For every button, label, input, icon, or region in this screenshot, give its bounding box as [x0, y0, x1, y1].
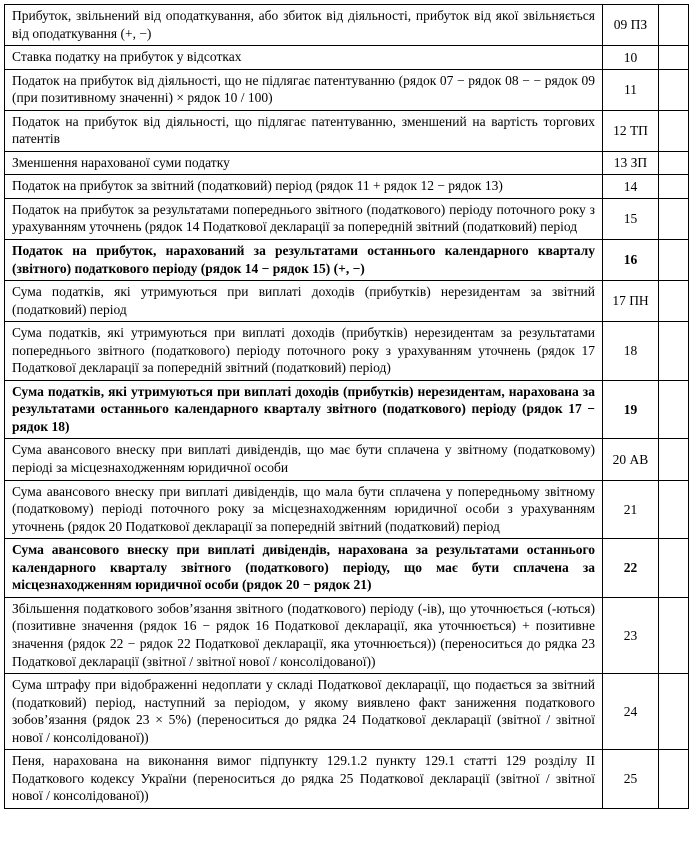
table-row: [5, 110, 689, 151]
row-value-cell: [659, 198, 689, 239]
row-description: Податок на прибуток від діяльності, що не підлягає патентуванню (рядок 07 − рядок 08 − − рядок 09 (при позитивному значенні) × рядок 10 / 100): [5, 69, 603, 110]
row-code: 09 ПЗ: [603, 5, 659, 46]
row-code: 17 ПН: [603, 281, 659, 322]
table-row: [5, 46, 689, 70]
row-code: 13 ЗП: [603, 151, 659, 175]
row-value-cell: [659, 110, 689, 151]
row-code: 22: [603, 539, 659, 598]
table-row: [5, 380, 689, 439]
row-code: 21: [603, 480, 659, 539]
row-value-cell: [659, 46, 689, 70]
row-code: 18: [603, 322, 659, 381]
row-code: 12 ТП: [603, 110, 659, 151]
row-description: Податок на прибуток, нарахований за результатами останнього календарного кварталу (звітного) податкового періоду (рядок 14 − рядок 15) (+, −): [5, 240, 603, 281]
table-row: [5, 322, 689, 381]
row-value-cell: [659, 5, 689, 46]
row-description: Податок на прибуток за результатами попереднього звітного (податкового) періоду поточного року з урахуванням уточнень (рядок 14 Податкової декларації за попередній звітний (податковий) період: [5, 198, 603, 239]
row-code: 11: [603, 69, 659, 110]
table-row: [5, 175, 689, 199]
table-row: [5, 750, 689, 809]
table-row: [5, 240, 689, 281]
row-value-cell: [659, 539, 689, 598]
table-row: [5, 597, 689, 673]
tax-declaration-table: [4, 4, 689, 809]
row-value-cell: [659, 69, 689, 110]
row-description: Податок на прибуток від діяльності, що підлягає патентуванню, зменшений на вартість торгових патентів: [5, 110, 603, 151]
row-value-cell: [659, 281, 689, 322]
table-row: [5, 5, 689, 46]
row-value-cell: [659, 151, 689, 175]
row-code: 23: [603, 597, 659, 673]
row-code: 19: [603, 380, 659, 439]
row-description: Податок на прибуток за звітний (податковий) період (рядок 11 + рядок 12 − рядок 13): [5, 175, 603, 199]
table-row: [5, 281, 689, 322]
row-value-cell: [659, 480, 689, 539]
row-description: Сума податків, які утримуються при виплаті доходів (прибутків) нерезидентам, нарахована за результатами останнього календарного кварталу звітного (податкового) періоду (рядок 17 − рядок 18): [5, 380, 603, 439]
table-row: [5, 198, 689, 239]
row-description: Збільшення податкового зобов’язання звітного (податкового) періоду (-ів), що уточнюється (-ються) (позитивне значення (рядок 16 − рядок 16 Податкової декларації, яка уточнюється) + позитивне значення (рядок 22 − рядок 22 Податкової декларації, яка уточнюється)) (переноситься до рядка 23 Податкової декларації (звітної / звітної нової / консолідованої)): [5, 597, 603, 673]
row-description: Ставка податку на прибуток у відсотках: [5, 46, 603, 70]
row-value-cell: [659, 240, 689, 281]
row-description: Сума авансового внеску при виплаті дивідендів, що має бути сплачена у звітному (податковому) періоді за місцезнаходженням юридичної особи: [5, 439, 603, 480]
row-description: Прибуток, звільнений від оподаткування, або збиток від діяльності, прибуток від якої звільняється від оподаткування (+, −): [5, 5, 603, 46]
row-value-cell: [659, 674, 689, 750]
row-description: Сума податків, які утримуються при виплаті доходів (прибутків) нерезидентам за звітний (податковий) період: [5, 281, 603, 322]
row-code: 24: [603, 674, 659, 750]
row-code: 20 АВ: [603, 439, 659, 480]
row-value-cell: [659, 439, 689, 480]
table-row: [5, 539, 689, 598]
row-code: 14: [603, 175, 659, 199]
table-row: [5, 674, 689, 750]
table-row: [5, 69, 689, 110]
row-code: 15: [603, 198, 659, 239]
row-description: Сума податків, які утримуються при виплаті доходів (прибутків) нерезидентам за результатами попереднього звітного (податкового) періоду поточного року з урахуванням уточнень (рядок 17 Податкової декларації за попередній звітний (податковий) період): [5, 322, 603, 381]
row-value-cell: [659, 322, 689, 381]
row-description: Зменшення нарахованої суми податку: [5, 151, 603, 175]
table-row: [5, 439, 689, 480]
row-value-cell: [659, 750, 689, 809]
row-value-cell: [659, 597, 689, 673]
row-value-cell: [659, 380, 689, 439]
row-description: Сума авансового внеску при виплаті дивідендів, що мала бути сплачена у попередньому звітному (податковому) періоді поточного року за місцезнаходженням юридичної особи з урахуванням уточнень (рядок 20 Податкової декларації за попередній звітний (податковий) період: [5, 480, 603, 539]
row-code: 10: [603, 46, 659, 70]
row-code: 25: [603, 750, 659, 809]
row-description: Сума авансового внеску при виплаті дивідендів, нарахована за результатами останнього календарного кварталу звітного (податкового) періоду, що має бути сплачена за місцезнаходженням юридичної особи (рядок 20 − рядок 21): [5, 539, 603, 598]
table-row: [5, 151, 689, 175]
table-row: [5, 480, 689, 539]
row-code: 16: [603, 240, 659, 281]
row-value-cell: [659, 175, 689, 199]
row-description: Сума штрафу при відображенні недоплати у складі Податкової декларації, що подається за звітний (податковий) період, наступний за періодом, у якому виявлено факт заниження податкового зобов’язання (рядок 23 × 5%) (переноситься до рядка 24 Податкової декларації (звітної / звітної нової / консолідованої)): [5, 674, 603, 750]
row-description: Пеня, нарахована на виконання вимог підпункту 129.1.2 пункту 129.1 статті 129 розділу II Податкового кодексу України (переноситься до рядка 25 Податкової декларації (звітної / звітної нової / консолідованої)): [5, 750, 603, 809]
